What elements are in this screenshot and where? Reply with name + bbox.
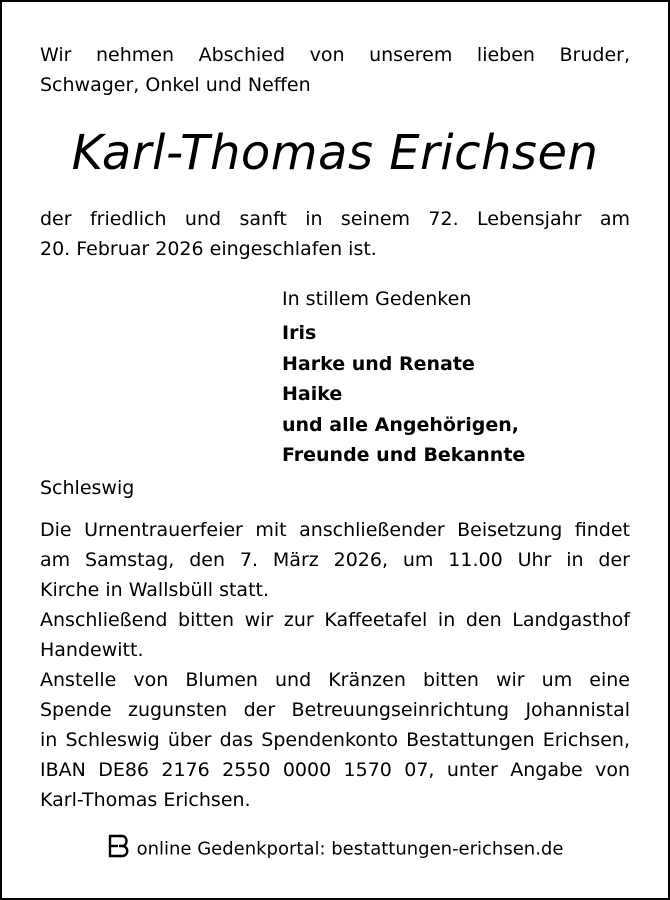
mourners-block	[282, 284, 630, 471]
coffee-line: Anschließend bitten wir zur Kaffeetafel in den Landgasthof	[40, 608, 630, 631]
donation-line: Spende zugunsten der Betreuungseinrichtung Johannistal	[40, 698, 630, 721]
intro-line-2: Schwager, Onkel und Neffen	[40, 74, 311, 96]
donation-line: Karl-Thomas Erichsen.	[40, 788, 251, 811]
mourner-name: Haike	[282, 383, 343, 405]
mourner-name: Harke und Renate	[282, 352, 475, 375]
death-notice-line-2: 20. Februar 2026 eingeschlafen ist.	[40, 238, 377, 260]
place-name: Schleswig	[40, 476, 135, 499]
ceremony-line: Kirche in Wallsbüll statt.	[40, 578, 270, 601]
intro-line-1: Wir nehmen Abschied von unserem lieben Bruder,	[40, 44, 630, 66]
ceremony-line: Die Urnentrauerfeier mit anschließender Beisetzung findet	[40, 518, 630, 541]
mourner-name: Freunde und Bekannte	[282, 444, 526, 466]
coffee-line: Handewitt.	[40, 638, 144, 661]
deceased-name: Karl-Thomas Erichsen	[71, 125, 599, 181]
footer-text: online Gedenkportal: bestattungen-erichsen.de	[136, 838, 564, 860]
mourner-name: Iris	[282, 322, 317, 344]
donation-line: in Schleswig über das Spendenkonto Bestattungen Erichsen,	[40, 728, 630, 751]
donation-line: IBAN DE86 2176 2550 0000 1570 07, unter Angabe von	[40, 758, 630, 781]
ceremony-line: am Samstag, den 7. März 2026, um 11.00 Uhr in der	[40, 548, 630, 571]
death-notice-line-1: der friedlich und sanft in seinem 72. Lebensjahr am	[40, 208, 630, 230]
mourner-name: und alle Angehörigen,	[282, 413, 520, 436]
footer	[2, 833, 668, 866]
mourners-intro: In stillem Gedenken	[282, 288, 472, 310]
donation-line: Anstelle von Blumen und Kränzen bitten wir um eine	[40, 668, 630, 691]
eb-monogram-icon	[107, 833, 131, 866]
